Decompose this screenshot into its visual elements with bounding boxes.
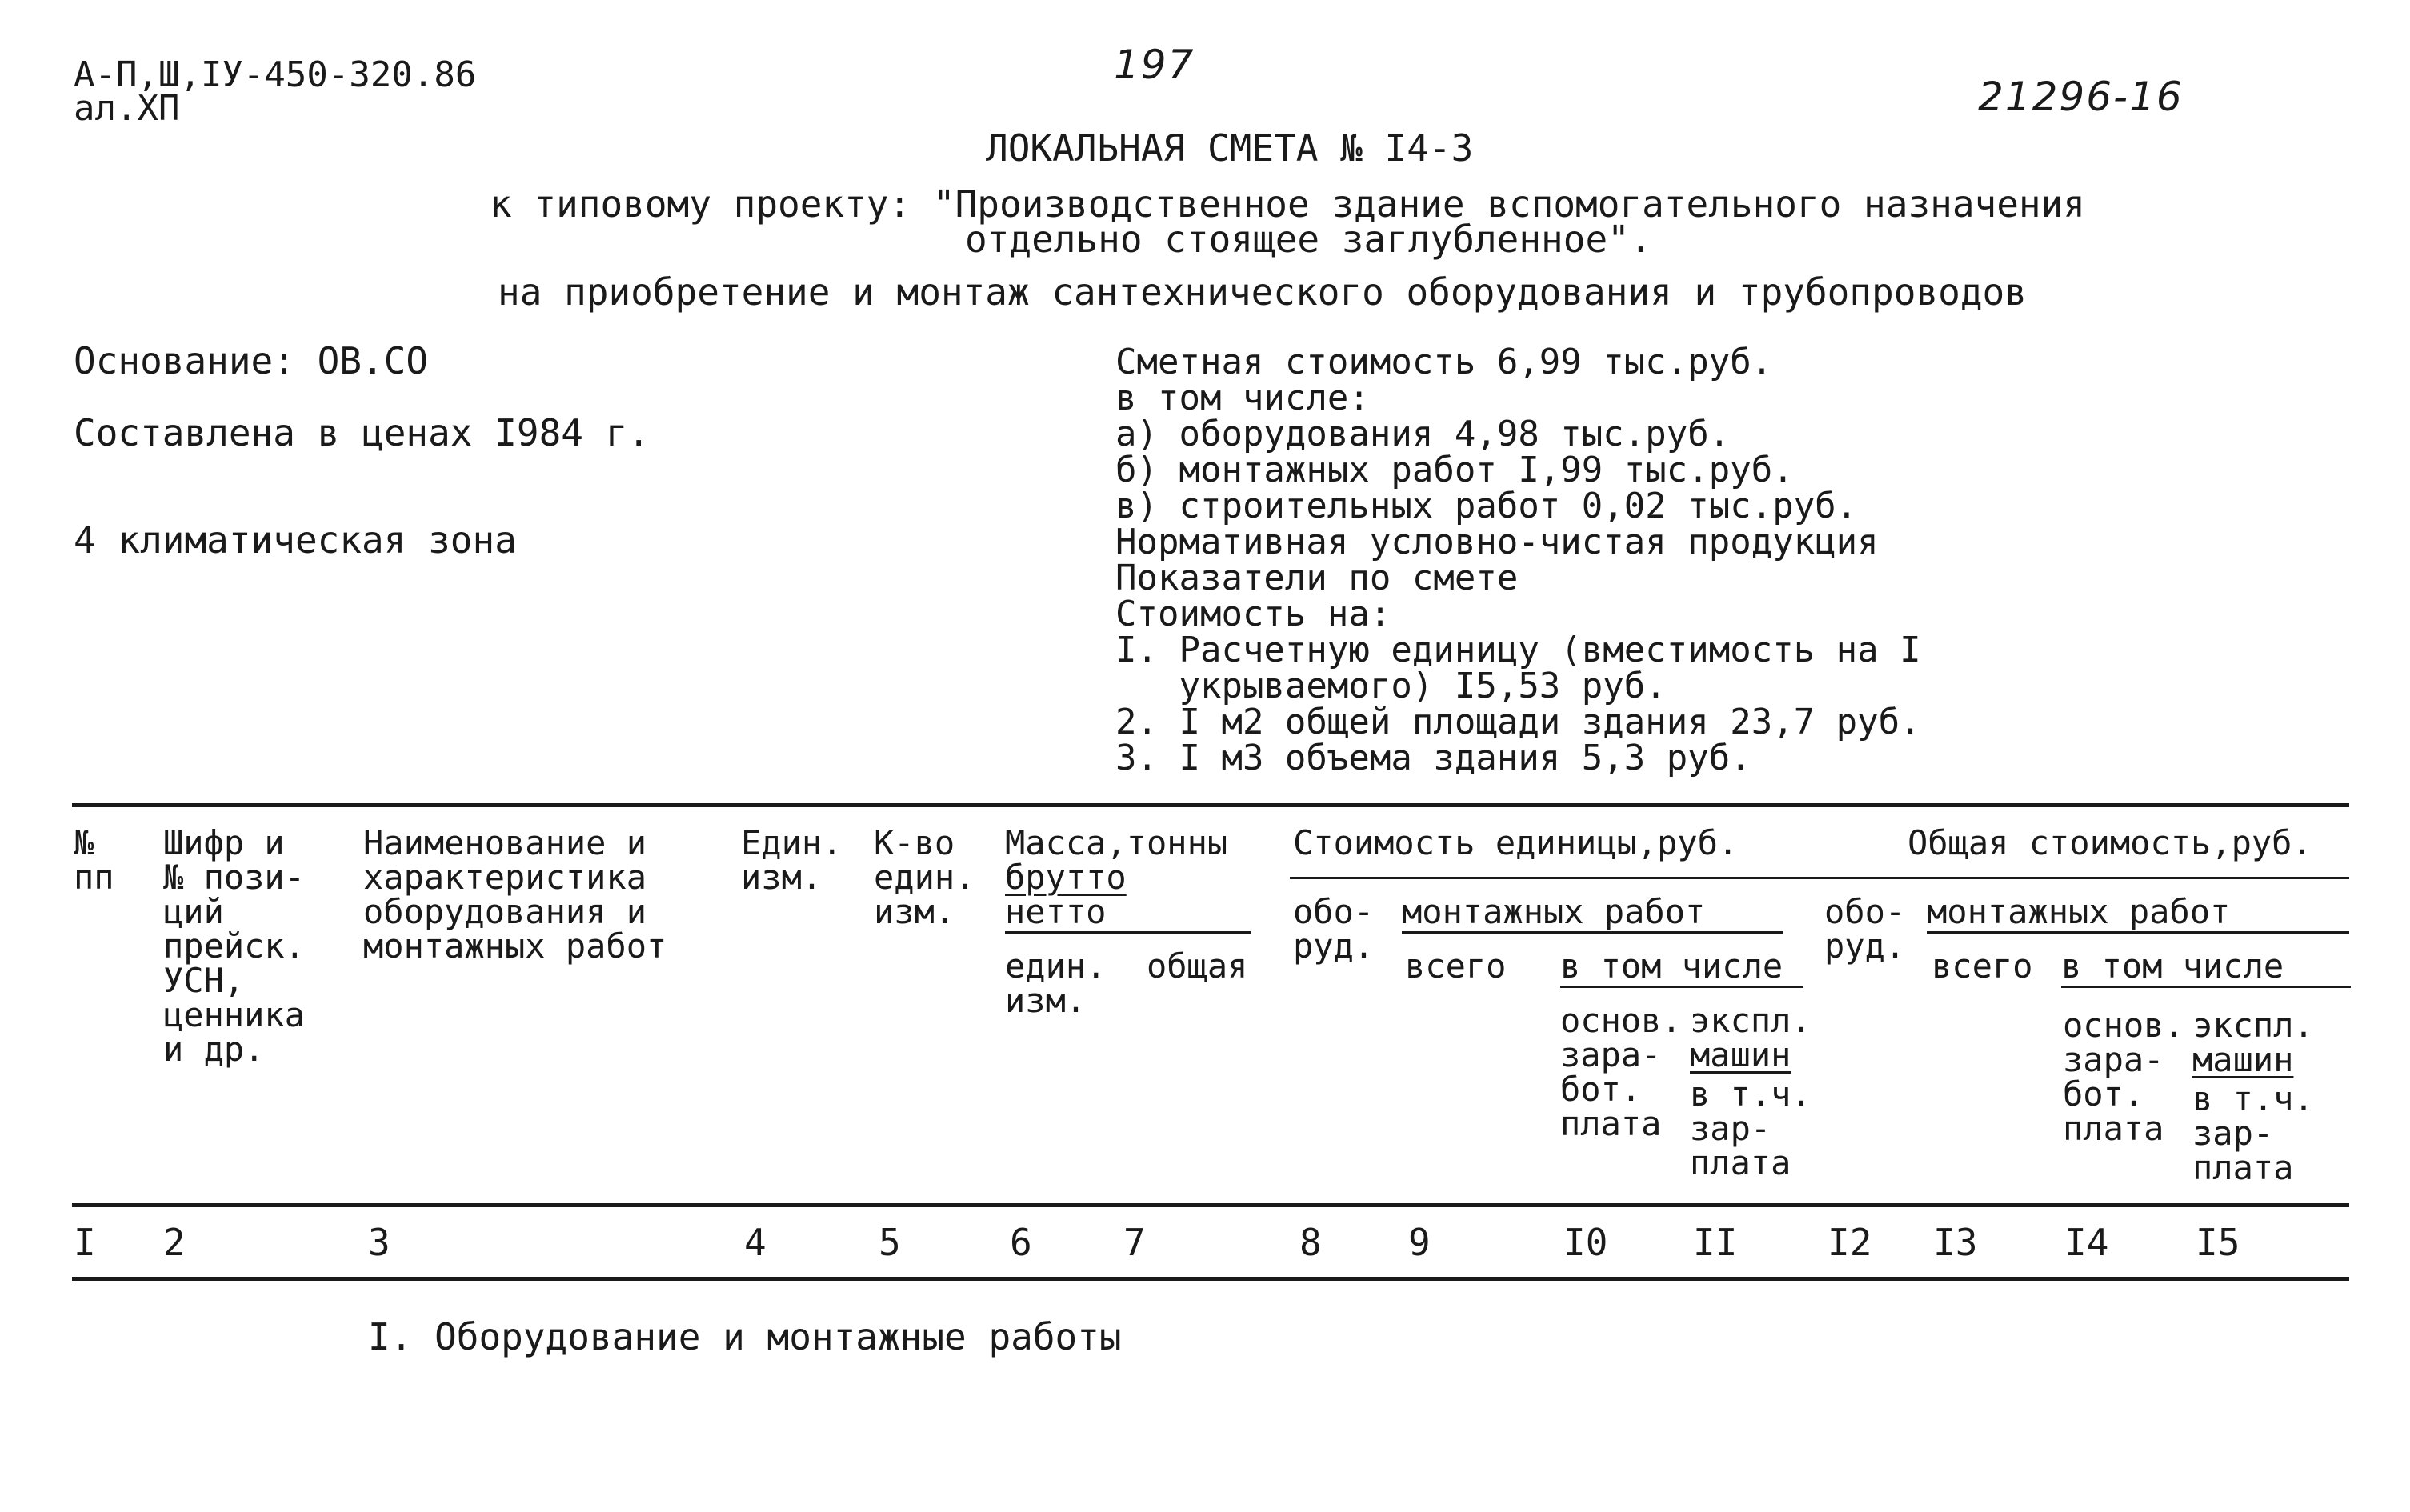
header-netto: нетто [1005, 892, 1107, 931]
column-number: 9 [1408, 1221, 1431, 1264]
indicator-1a: I. Расчетную единицу (вместимость на I [1115, 630, 1921, 670]
column-number: I0 [1563, 1221, 1608, 1264]
total-install-rule [1927, 931, 2349, 934]
header-expl-total: экспл. [2192, 1006, 2314, 1045]
header-bottom-rule [72, 1203, 2349, 1207]
total-incl-rule [2061, 986, 2351, 988]
column-number: 6 [1010, 1221, 1032, 1264]
header-unit-cost: Стоимость единицы,руб. [1293, 823, 1739, 862]
unit-incl-rule [1560, 986, 1803, 988]
cost-group-rule [1290, 877, 2349, 879]
header-total-unit: всего [1405, 946, 1507, 986]
header-brutto: брутто [1005, 858, 1127, 897]
page-number: 197 [1114, 42, 1195, 88]
column-number: I [74, 1221, 96, 1264]
header-wage-unit: основ. зара- бот. плата [1560, 1001, 1682, 1143]
header-machine-wage-total: в т.ч. зар- плата [2192, 1079, 2314, 1187]
header-mass-units: един. общая изм. [1005, 946, 1248, 1020]
column-number: I4 [2064, 1221, 2109, 1264]
column-number: 3 [368, 1221, 390, 1264]
column-number: 5 [879, 1221, 901, 1264]
header-total-cost: Общая стоимость,руб. [1908, 823, 2312, 862]
header-name: Наименование и характеристика оборудования и монтажных работ [363, 823, 667, 966]
header-total-total: всего [1932, 946, 2033, 986]
project-line-1: к типовому проекту: "Производственное здание вспомогательного назначения [490, 182, 2085, 226]
header-quantity: К-во един. изм. [874, 823, 975, 931]
header-equipment-total: обо- руд. [1824, 892, 1906, 966]
header-unit: Един. изм. [741, 823, 843, 897]
column-number: I2 [1828, 1221, 1872, 1264]
inventory-number: 21296-16 [1978, 74, 2184, 120]
estimated-cost: Сметная стоимость 6,99 тыс.руб. [1115, 342, 1773, 382]
normative-production: Нормативная условно-чистая продукция [1115, 522, 1879, 562]
column-number: 8 [1299, 1221, 1322, 1264]
unit-install-rule [1402, 931, 1783, 934]
equipment-cost: а) оборудования 4,98 тыс.руб. [1115, 414, 1731, 454]
header-expl-unit: экспл. [1690, 1001, 1812, 1040]
document-code: А-П,Ш,IУ-450-320.86 [74, 54, 477, 95]
estimate-indicators: Показатели по смете [1115, 558, 1519, 598]
header-incl-unit: в том числе [1560, 946, 1783, 986]
table-top-rule [72, 803, 2349, 807]
indicator-1b: укрываемого) I5,53 руб. [1115, 666, 1667, 706]
header-install-total: монтажных работ [1927, 892, 2231, 931]
estimate-purpose: на приобретение и монтаж сантехнического оборудования и трубопроводов [498, 270, 2027, 314]
header-equipment-unit: обо- руд. [1293, 892, 1375, 966]
column-number: I5 [2196, 1221, 2240, 1264]
installation-cost: б) монтажных работ I,99 тыс.руб. [1115, 450, 1794, 490]
header-incl-total: в том числе [2061, 946, 2284, 986]
section-heading: I. Оборудование и монтажные работы [368, 1315, 1122, 1358]
header-code: Шифр и № пози- ций прейск. УСН, ценника и др. [163, 823, 306, 1069]
header-row-number: № пп [74, 823, 114, 897]
header-install-unit: монтажных работ [1402, 892, 1706, 931]
price-base: Составлена в ценах I984 г. [74, 411, 651, 454]
cost-per-label: Стоимость на: [1115, 594, 1391, 634]
cost-summary [1115, 344, 1921, 776]
column-number: I3 [1933, 1221, 1978, 1264]
column-number: II [1693, 1221, 1738, 1264]
header-mass: Масса,тонны [1005, 823, 1228, 862]
column-number: 2 [163, 1221, 186, 1264]
column-number: 7 [1123, 1221, 1146, 1264]
mass-rule [1005, 931, 1251, 934]
album-number: ал.ХП [74, 88, 180, 129]
header-machines-unit: машин [1690, 1035, 1791, 1074]
indicator-2: 2. I м2 общей площади здания 23,7 руб. [1115, 702, 1921, 742]
climatic-zone: 4 климатическая зона [74, 518, 517, 562]
basis: Основание: ОВ.СО [74, 339, 429, 382]
header-wage-total: основ. зара- бот. плата [2063, 1006, 2184, 1148]
project-line-2: отдельно стоящее заглубленное". [965, 218, 1652, 261]
numbers-bottom-rule [72, 1277, 2349, 1281]
column-number: 4 [744, 1221, 767, 1264]
header-machines-total: машин [2192, 1040, 2294, 1079]
including-label: в том числе: [1115, 378, 1370, 418]
header-machine-wage-unit: в т.ч. зар- плата [1690, 1074, 1812, 1182]
estimate-title: ЛОКАЛЬНАЯ СМЕТА № I4-3 [986, 126, 1474, 170]
indicator-3: 3. I м3 объема здания 5,3 руб. [1115, 738, 1751, 778]
construction-cost: в) строительных работ 0,02 тыс.руб. [1115, 486, 1858, 526]
